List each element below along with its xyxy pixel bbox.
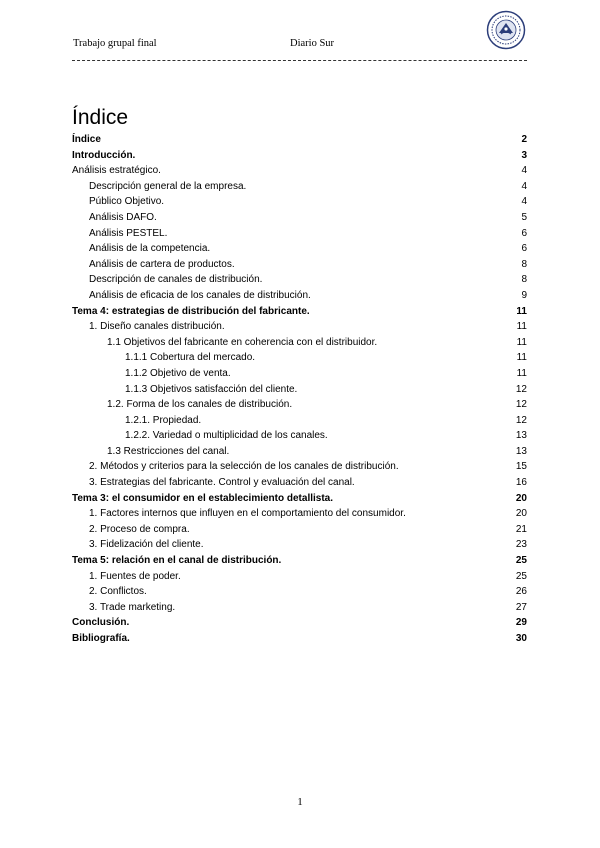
toc-entry-title: 3. Trade marketing. bbox=[89, 601, 176, 613]
toc-entry[interactable] bbox=[72, 210, 527, 226]
toc-entry[interactable] bbox=[72, 335, 527, 351]
page-number: 1 bbox=[297, 796, 303, 808]
toc-entry-page: 13 bbox=[515, 445, 527, 457]
toc-entry-title: Descripción general de la empresa. bbox=[89, 180, 247, 192]
toc-entry-page: 4 bbox=[521, 180, 527, 192]
toc-entry-page: 4 bbox=[521, 196, 527, 208]
toc-entry-title: Análisis PESTEL. bbox=[89, 227, 168, 239]
toc-entry-page: 2 bbox=[521, 134, 527, 145]
toc-entry-title: Índice bbox=[72, 134, 101, 145]
toc-entry[interactable] bbox=[72, 615, 527, 631]
header-left-text: Trabajo grupal final bbox=[73, 38, 157, 49]
toc-entry-title: 1. Factores internos que influyen en el comportamiento del consumidor. bbox=[89, 508, 406, 520]
toc-entry-page: 23 bbox=[515, 539, 527, 551]
toc-entry[interactable] bbox=[72, 553, 527, 569]
toc-entry-page: 11 bbox=[516, 305, 527, 317]
toc-entry-page: 25 bbox=[515, 555, 527, 567]
toc-entry-title: 1.2. Forma de los canales de distribución. bbox=[107, 399, 293, 411]
toc-entry-title: Análisis de cartera de productos. bbox=[89, 258, 235, 270]
toc-entry-title: Tema 4: estrategias de distribución del fabricante. bbox=[72, 305, 310, 317]
toc-entry-title: Análisis DAFO. bbox=[89, 211, 157, 223]
toc-entry[interactable] bbox=[72, 413, 527, 429]
toc-entry-title: Conclusión. bbox=[72, 617, 130, 629]
toc-entry[interactable] bbox=[72, 459, 527, 475]
toc-entry-page: 13 bbox=[515, 430, 527, 442]
toc-entry[interactable] bbox=[72, 304, 527, 320]
toc-entry-page: 20 bbox=[515, 492, 527, 504]
toc-entry-page: 6 bbox=[521, 243, 527, 255]
toc-entry-title: 1.3 Restricciones del canal. bbox=[107, 445, 230, 457]
toc-entry-page: 20 bbox=[515, 508, 527, 520]
toc-entry-title: Descripción de canales de distribución. bbox=[89, 274, 263, 286]
toc-entry-page: 16 bbox=[515, 477, 527, 489]
toc-entry-title: 3. Fidelización del cliente. bbox=[89, 539, 204, 551]
toc-entry-title: 2. Proceso de compra. bbox=[89, 523, 190, 535]
toc-entry-title: 1. Diseño canales distribución. bbox=[89, 321, 225, 333]
toc-entry-page: 9 bbox=[521, 289, 527, 301]
toc-entry[interactable] bbox=[72, 397, 527, 413]
toc-entry-page: 11 bbox=[516, 352, 527, 364]
toc-entry-page: 27 bbox=[515, 601, 527, 613]
table-of-contents bbox=[72, 132, 527, 647]
toc-entry[interactable] bbox=[72, 506, 527, 522]
toc-entry-page: 12 bbox=[515, 414, 527, 426]
header-center-text: Diario Sur bbox=[290, 38, 335, 49]
toc-entry[interactable] bbox=[72, 600, 527, 616]
toc-entry-page: 8 bbox=[521, 274, 527, 286]
toc-entry-title: 1.1.2 Objetivo de venta. bbox=[125, 367, 231, 379]
toc-entry-title: 1.2.2. Variedad o multiplicidad de los canales. bbox=[125, 430, 328, 442]
toc-entry[interactable] bbox=[72, 288, 527, 304]
toc-entry[interactable] bbox=[72, 491, 527, 507]
toc-entry-page: 30 bbox=[515, 633, 527, 644]
toc-entry-title: Tema 5: relación en el canal de distribución. bbox=[72, 555, 282, 567]
toc-entry-title: 3. Estrategias del fabricante. Control y evaluación del canal. bbox=[89, 477, 355, 489]
toc-entry[interactable] bbox=[72, 226, 527, 242]
toc-entry-title: 1.2.1. Propiedad. bbox=[125, 414, 202, 426]
toc-entry-title: Público Objetivo. bbox=[89, 196, 165, 208]
toc-entry[interactable] bbox=[72, 179, 527, 195]
toc-entry[interactable] bbox=[72, 257, 527, 273]
toc-entry-title: Análisis de eficacia de los canales de distribución. bbox=[89, 289, 311, 301]
toc-entry[interactable] bbox=[72, 148, 527, 164]
toc-entry-title: 2. Métodos y criterios para la selección de los canales de distribución. bbox=[89, 461, 399, 473]
toc-entry-page: 11 bbox=[516, 336, 527, 348]
toc-entry-page: 26 bbox=[515, 586, 527, 598]
toc-entry[interactable] bbox=[72, 132, 527, 148]
toc-entry-title: Análisis de la competencia. bbox=[89, 243, 211, 255]
toc-entry-title: Tema 3: el consumidor en el establecimiento detallista. bbox=[72, 492, 334, 504]
toc-entry-title: Introducción. bbox=[72, 149, 136, 161]
university-seal-icon bbox=[486, 10, 526, 50]
toc-entry[interactable] bbox=[72, 194, 527, 210]
header-divider bbox=[72, 60, 527, 61]
toc-entry-page: 5 bbox=[521, 211, 527, 223]
toc-entry[interactable] bbox=[72, 319, 527, 335]
toc-entry-page: 12 bbox=[515, 399, 527, 411]
toc-entry-title: 2. Conflictos. bbox=[89, 586, 147, 598]
toc-entry[interactable] bbox=[72, 444, 527, 460]
toc-entry[interactable] bbox=[72, 350, 527, 366]
toc-entry-title: Bibliografía. bbox=[72, 633, 130, 644]
toc-entry[interactable] bbox=[72, 631, 527, 647]
toc-entry-page: 11 bbox=[516, 321, 527, 333]
toc-entry-page: 6 bbox=[521, 227, 527, 239]
toc-entry-title: 1.1.1 Cobertura del mercado. bbox=[125, 352, 256, 364]
toc-entry[interactable] bbox=[72, 569, 527, 585]
page-title: Índice bbox=[72, 106, 129, 130]
toc-entry[interactable] bbox=[72, 475, 527, 491]
toc-entry-page: 21 bbox=[515, 523, 527, 535]
toc-entry-page: 11 bbox=[516, 367, 527, 379]
toc-entry[interactable] bbox=[72, 584, 527, 600]
toc-entry[interactable] bbox=[72, 537, 527, 553]
toc-entry-page: 4 bbox=[521, 165, 527, 177]
toc-entry-page: 3 bbox=[521, 149, 527, 161]
toc-entry[interactable] bbox=[72, 366, 527, 382]
toc-entry-page: 15 bbox=[515, 461, 527, 473]
toc-entry[interactable] bbox=[72, 428, 527, 444]
toc-entry[interactable] bbox=[72, 522, 527, 538]
toc-entry-page: 29 bbox=[515, 617, 527, 629]
toc-entry[interactable] bbox=[72, 382, 527, 398]
toc-entry[interactable] bbox=[72, 241, 527, 257]
toc-entry-page: 25 bbox=[515, 570, 527, 582]
toc-entry-title: 1.1 Objetivos del fabricante en coherencia con el distribuidor. bbox=[107, 336, 378, 348]
toc-entry[interactable] bbox=[72, 163, 527, 179]
toc-entry-title: 1. Fuentes de poder. bbox=[89, 570, 181, 582]
toc-entry-title: Análisis estratégico. bbox=[72, 165, 161, 177]
toc-entry-page: 12 bbox=[515, 383, 527, 395]
toc-entry-title: 1.1.3 Objetivos satisfacción del cliente. bbox=[125, 383, 298, 395]
toc-entry[interactable] bbox=[72, 272, 527, 288]
toc-entry-page: 8 bbox=[521, 258, 527, 270]
